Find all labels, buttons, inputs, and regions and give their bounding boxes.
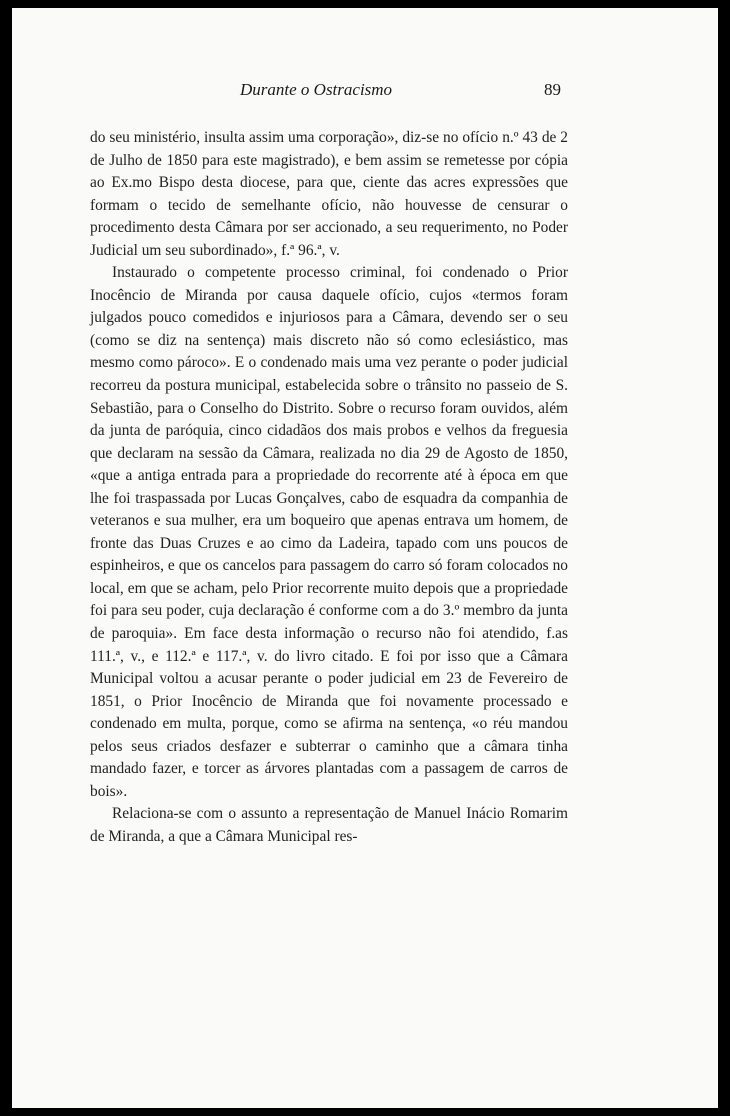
body-text — [90, 127, 568, 849]
paragraph-continuation: do seu ministério, insulta assim uma corporação», diz-se no ofício n.º 43 de 2 de Julho de 1850 para este magistrado), e bem assim se remetesse por cópia ao Ex.mo Bispo desta diocese, para que, ciente das acres expressões que formam o tecido de semelhante ofício, não houvesse de censurar o procedimento desta Câmara por ser accionado, a seu requerimento, no Poder Judicial um seu subordinado», f.ª 96.ª, v. — [90, 129, 568, 259]
paragraph-representation: Relaciona-se com o assunto a representação de Manuel Inácio Romarim de Miranda, a que a Câmara Municipal res- — [90, 805, 568, 845]
book-page — [12, 8, 718, 1108]
running-title: Durante o Ostracismo — [240, 80, 393, 99]
page-number: 89 — [544, 80, 561, 99]
paragraph-process: Instaurado o competente processo criminal, foi condenado o Prior Inocêncio de Miranda por causa daquele ofício, cujos «termos foram julgados pouco comedidos e injuriosos para a Câmara, devendo ser o seu (como se diz na sentença) mais discreto não só como eclesiástico, mas mesmo como pároco». E o condenado mais uma vez perante o poder judicial recorreu da postura municipal, estabelecida sobre o trânsito no passeio de S. Sebastião, para o Conselho do Distrito. Sobre o recurso foram ouvidos, além da junta de paróquia, cinco cidadãos dos mais probos e velhos da freguesia que declaram na sessão da Câmara, realizada no dia 29 de Agosto de 1850, «que a antiga entrada para a propriedade do recorrente até à época em que lhe foi traspassada por Lucas Gonçalves, cabo de esquadra da companhia de veteranos e sua mulher, era um boqueiro que apenas entrava um homem, de fronte das Duas Cruzes e ao cimo da Ladeira, tapado com uns poucos de espinheiros, e que os cancelos para passagem do carro só foram colocados no local, em que se acham, pelo Prior recorrente muito depois que a propriedade foi para seu poder, cuja declaração é conforme com a do 3.º membro da junta de paroquia». Em face desta informação o recurso não foi atendido, f.as 111.ª, v., e 112.ª e 117.ª, v. do livro citado. E foi por isso que a Câmara Municipal voltou a acusar perante o poder judicial em 23 de Fevereiro de 1851, o Prior Inocêncio de Miranda que foi novamente processado e condenado em multa, porque, como se afirma na sentença, «o réu mandou pelos seus criados desfazer e subterrar o caminho que a câmara tinha mandado fazer, e torcer as árvores plantadas com a passagem de carros de bois». — [90, 264, 568, 800]
page-header — [12, 80, 718, 104]
